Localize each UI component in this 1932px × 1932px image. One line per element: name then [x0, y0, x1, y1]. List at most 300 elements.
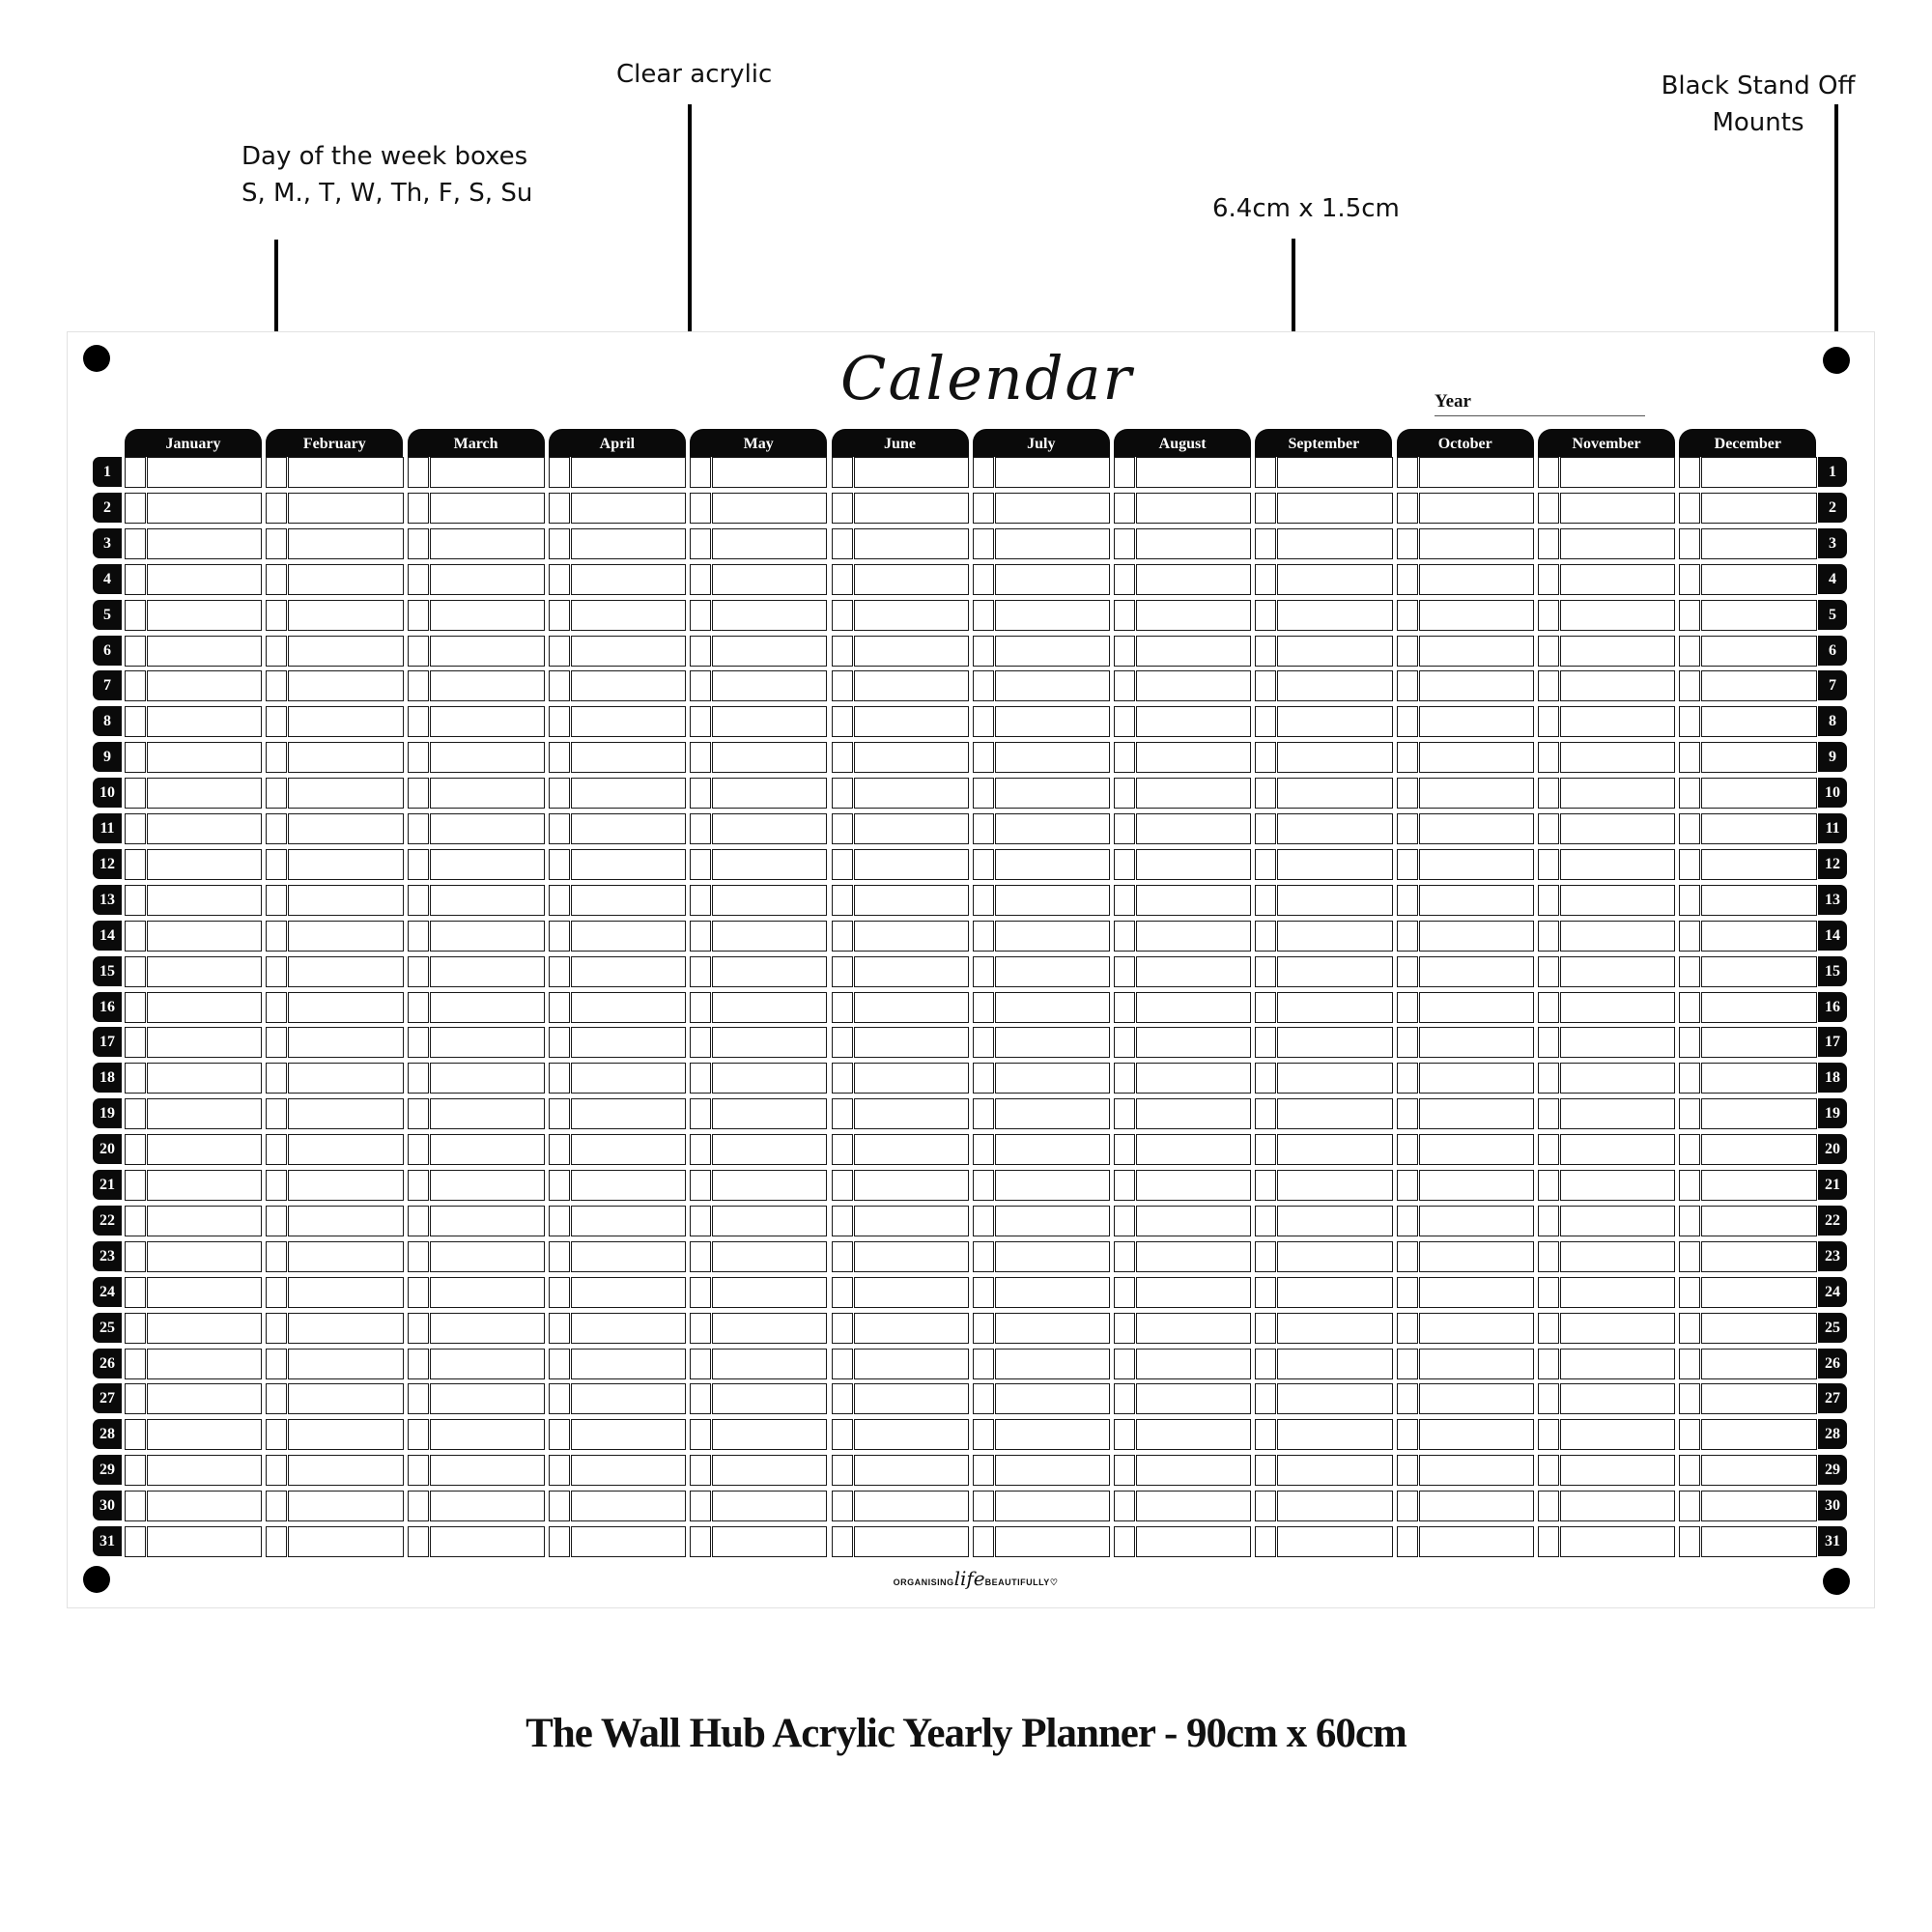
day-entry-cell[interactable] — [854, 564, 969, 595]
weekday-box[interactable] — [832, 1098, 853, 1129]
day-entry-cell[interactable] — [1419, 670, 1534, 701]
weekday-box[interactable] — [1538, 1491, 1559, 1521]
day-entry-cell[interactable] — [854, 1206, 969, 1236]
day-entry-cell[interactable] — [1419, 1063, 1534, 1094]
weekday-box[interactable] — [1114, 1063, 1135, 1094]
day-entry-cell[interactable] — [1136, 706, 1251, 737]
day-entry-cell[interactable] — [712, 1063, 827, 1094]
day-entry-cell[interactable] — [1277, 1063, 1392, 1094]
day-entry-cell[interactable] — [1136, 1277, 1251, 1308]
day-entry-cell[interactable] — [571, 528, 686, 559]
weekday-box[interactable] — [1538, 1241, 1559, 1272]
day-entry-cell[interactable] — [147, 1206, 262, 1236]
day-entry-cell[interactable] — [430, 1383, 545, 1414]
weekday-box[interactable] — [1397, 956, 1418, 987]
weekday-box[interactable] — [1679, 885, 1700, 916]
day-entry-cell[interactable] — [147, 1027, 262, 1058]
weekday-box[interactable] — [1538, 1170, 1559, 1201]
day-entry-cell[interactable] — [1136, 636, 1251, 667]
day-entry-cell[interactable] — [854, 493, 969, 524]
day-entry-cell[interactable] — [430, 706, 545, 737]
day-entry-cell[interactable] — [430, 1098, 545, 1129]
weekday-box[interactable] — [832, 528, 853, 559]
weekday-box[interactable] — [1255, 457, 1276, 488]
weekday-box[interactable] — [1538, 1027, 1559, 1058]
weekday-box[interactable] — [1397, 921, 1418, 952]
weekday-box[interactable] — [125, 1313, 146, 1344]
day-entry-cell[interactable] — [1277, 706, 1392, 737]
day-entry-cell[interactable] — [147, 849, 262, 880]
day-entry-cell[interactable] — [1560, 1170, 1675, 1201]
day-entry-cell[interactable] — [1136, 742, 1251, 773]
day-entry-cell[interactable] — [995, 1526, 1110, 1557]
weekday-box[interactable] — [690, 1027, 711, 1058]
day-entry-cell[interactable] — [288, 493, 403, 524]
weekday-box[interactable] — [1679, 956, 1700, 987]
day-entry-cell[interactable] — [288, 1526, 403, 1557]
day-entry-cell[interactable] — [854, 1313, 969, 1344]
weekday-box[interactable] — [125, 1491, 146, 1521]
weekday-box[interactable] — [266, 992, 287, 1023]
weekday-box[interactable] — [125, 992, 146, 1023]
weekday-box[interactable] — [1397, 1419, 1418, 1450]
weekday-box[interactable] — [1679, 1063, 1700, 1094]
day-entry-cell[interactable] — [712, 1313, 827, 1344]
weekday-box[interactable] — [973, 778, 994, 809]
day-entry-cell[interactable] — [288, 1098, 403, 1129]
weekday-box[interactable] — [1255, 992, 1276, 1023]
weekday-box[interactable] — [408, 849, 429, 880]
day-entry-cell[interactable] — [854, 1170, 969, 1201]
day-entry-cell[interactable] — [147, 1098, 262, 1129]
weekday-box[interactable] — [832, 849, 853, 880]
weekday-box[interactable] — [690, 1170, 711, 1201]
weekday-box[interactable] — [1538, 1098, 1559, 1129]
weekday-box[interactable] — [690, 600, 711, 631]
weekday-box[interactable] — [1255, 670, 1276, 701]
weekday-box[interactable] — [266, 457, 287, 488]
day-entry-cell[interactable] — [288, 636, 403, 667]
weekday-box[interactable] — [408, 778, 429, 809]
day-entry-cell[interactable] — [712, 849, 827, 880]
weekday-box[interactable] — [125, 1241, 146, 1272]
day-entry-cell[interactable] — [430, 1277, 545, 1308]
day-entry-cell[interactable] — [571, 1206, 686, 1236]
day-entry-cell[interactable] — [1277, 849, 1392, 880]
weekday-box[interactable] — [973, 1313, 994, 1344]
day-entry-cell[interactable] — [1136, 1383, 1251, 1414]
day-entry-cell[interactable] — [995, 457, 1110, 488]
day-entry-cell[interactable] — [1560, 457, 1675, 488]
weekday-box[interactable] — [125, 457, 146, 488]
weekday-box[interactable] — [408, 1313, 429, 1344]
weekday-box[interactable] — [125, 956, 146, 987]
weekday-box[interactable] — [549, 1063, 570, 1094]
day-entry-cell[interactable] — [854, 1063, 969, 1094]
weekday-box[interactable] — [973, 885, 994, 916]
weekday-box[interactable] — [549, 778, 570, 809]
weekday-box[interactable] — [690, 1526, 711, 1557]
day-entry-cell[interactable] — [712, 956, 827, 987]
weekday-box[interactable] — [973, 1027, 994, 1058]
weekday-box[interactable] — [1397, 1313, 1418, 1344]
day-entry-cell[interactable] — [1136, 1134, 1251, 1165]
weekday-box[interactable] — [125, 849, 146, 880]
day-entry-cell[interactable] — [712, 600, 827, 631]
day-entry-cell[interactable] — [571, 493, 686, 524]
day-entry-cell[interactable] — [1277, 1455, 1392, 1486]
day-entry-cell[interactable] — [288, 885, 403, 916]
weekday-box[interactable] — [1114, 1419, 1135, 1450]
day-entry-cell[interactable] — [1701, 1491, 1816, 1521]
day-entry-cell[interactable] — [995, 706, 1110, 737]
day-entry-cell[interactable] — [288, 992, 403, 1023]
day-entry-cell[interactable] — [1560, 636, 1675, 667]
day-entry-cell[interactable] — [854, 706, 969, 737]
weekday-box[interactable] — [1397, 813, 1418, 844]
day-entry-cell[interactable] — [712, 921, 827, 952]
weekday-box[interactable] — [1397, 1455, 1418, 1486]
day-entry-cell[interactable] — [712, 1491, 827, 1521]
weekday-box[interactable] — [1679, 564, 1700, 595]
day-entry-cell[interactable] — [1560, 1027, 1675, 1058]
day-entry-cell[interactable] — [288, 742, 403, 773]
day-entry-cell[interactable] — [995, 528, 1110, 559]
weekday-box[interactable] — [266, 885, 287, 916]
weekday-box[interactable] — [408, 1027, 429, 1058]
day-entry-cell[interactable] — [1277, 1526, 1392, 1557]
day-entry-cell[interactable] — [1136, 1349, 1251, 1379]
day-entry-cell[interactable] — [1277, 1277, 1392, 1308]
weekday-box[interactable] — [1679, 921, 1700, 952]
day-entry-cell[interactable] — [854, 956, 969, 987]
day-entry-cell[interactable] — [1277, 992, 1392, 1023]
day-entry-cell[interactable] — [571, 813, 686, 844]
weekday-box[interactable] — [1255, 1206, 1276, 1236]
day-entry-cell[interactable] — [1136, 885, 1251, 916]
weekday-box[interactable] — [1538, 1455, 1559, 1486]
day-entry-cell[interactable] — [1419, 992, 1534, 1023]
weekday-box[interactable] — [1255, 1383, 1276, 1414]
day-entry-cell[interactable] — [1277, 778, 1392, 809]
weekday-box[interactable] — [1397, 849, 1418, 880]
day-entry-cell[interactable] — [1136, 778, 1251, 809]
day-entry-cell[interactable] — [995, 1027, 1110, 1058]
day-entry-cell[interactable] — [430, 457, 545, 488]
day-entry-cell[interactable] — [1419, 1455, 1534, 1486]
weekday-box[interactable] — [1538, 885, 1559, 916]
day-entry-cell[interactable] — [1136, 1206, 1251, 1236]
day-entry-cell[interactable] — [430, 1419, 545, 1450]
weekday-box[interactable] — [408, 742, 429, 773]
day-entry-cell[interactable] — [288, 670, 403, 701]
weekday-box[interactable] — [549, 493, 570, 524]
day-entry-cell[interactable] — [1560, 1206, 1675, 1236]
weekday-box[interactable] — [1538, 1526, 1559, 1557]
weekday-box[interactable] — [973, 849, 994, 880]
weekday-box[interactable] — [549, 921, 570, 952]
day-entry-cell[interactable] — [854, 1027, 969, 1058]
day-entry-cell[interactable] — [1419, 528, 1534, 559]
weekday-box[interactable] — [1679, 742, 1700, 773]
weekday-box[interactable] — [1255, 528, 1276, 559]
weekday-box[interactable] — [690, 670, 711, 701]
day-entry-cell[interactable] — [995, 670, 1110, 701]
day-entry-cell[interactable] — [430, 564, 545, 595]
weekday-box[interactable] — [1114, 636, 1135, 667]
day-entry-cell[interactable] — [1419, 600, 1534, 631]
day-entry-cell[interactable] — [712, 1383, 827, 1414]
day-entry-cell[interactable] — [147, 564, 262, 595]
day-entry-cell[interactable] — [1419, 1206, 1534, 1236]
day-entry-cell[interactable] — [288, 813, 403, 844]
day-entry-cell[interactable] — [995, 493, 1110, 524]
day-entry-cell[interactable] — [1560, 885, 1675, 916]
weekday-box[interactable] — [549, 1170, 570, 1201]
weekday-box[interactable] — [1679, 1383, 1700, 1414]
day-entry-cell[interactable] — [571, 992, 686, 1023]
day-entry-cell[interactable] — [1419, 1491, 1534, 1521]
weekday-box[interactable] — [408, 1063, 429, 1094]
day-entry-cell[interactable] — [1560, 1134, 1675, 1165]
weekday-box[interactable] — [1538, 849, 1559, 880]
weekday-box[interactable] — [690, 813, 711, 844]
day-entry-cell[interactable] — [854, 778, 969, 809]
weekday-box[interactable] — [1114, 1383, 1135, 1414]
day-entry-cell[interactable] — [430, 1134, 545, 1165]
weekday-box[interactable] — [1255, 885, 1276, 916]
day-entry-cell[interactable] — [147, 956, 262, 987]
weekday-box[interactable] — [690, 1491, 711, 1521]
weekday-box[interactable] — [125, 636, 146, 667]
weekday-box[interactable] — [832, 670, 853, 701]
day-entry-cell[interactable] — [430, 1526, 545, 1557]
day-entry-cell[interactable] — [995, 921, 1110, 952]
day-entry-cell[interactable] — [712, 992, 827, 1023]
weekday-box[interactable] — [1255, 1313, 1276, 1344]
year-write-line[interactable] — [1435, 415, 1645, 416]
weekday-box[interactable] — [1397, 1134, 1418, 1165]
weekday-box[interactable] — [1538, 1134, 1559, 1165]
weekday-box[interactable] — [1255, 1027, 1276, 1058]
day-entry-cell[interactable] — [571, 1313, 686, 1344]
weekday-box[interactable] — [1114, 1491, 1135, 1521]
day-entry-cell[interactable] — [430, 742, 545, 773]
day-entry-cell[interactable] — [1701, 1206, 1816, 1236]
day-entry-cell[interactable] — [1560, 670, 1675, 701]
weekday-box[interactable] — [1679, 849, 1700, 880]
weekday-box[interactable] — [1538, 742, 1559, 773]
weekday-box[interactable] — [408, 1383, 429, 1414]
weekday-box[interactable] — [1538, 1349, 1559, 1379]
day-entry-cell[interactable] — [1560, 1098, 1675, 1129]
day-entry-cell[interactable] — [995, 849, 1110, 880]
day-entry-cell[interactable] — [1136, 1063, 1251, 1094]
day-entry-cell[interactable] — [712, 1455, 827, 1486]
day-entry-cell[interactable] — [147, 493, 262, 524]
weekday-box[interactable] — [1397, 1277, 1418, 1308]
weekday-box[interactable] — [266, 1526, 287, 1557]
weekday-box[interactable] — [832, 1313, 853, 1344]
weekday-box[interactable] — [266, 1349, 287, 1379]
day-entry-cell[interactable] — [288, 1383, 403, 1414]
weekday-box[interactable] — [266, 849, 287, 880]
weekday-box[interactable] — [1255, 1170, 1276, 1201]
weekday-box[interactable] — [1538, 1383, 1559, 1414]
weekday-box[interactable] — [408, 1206, 429, 1236]
weekday-box[interactable] — [1255, 1098, 1276, 1129]
day-entry-cell[interactable] — [288, 921, 403, 952]
weekday-box[interactable] — [125, 921, 146, 952]
weekday-box[interactable] — [1538, 636, 1559, 667]
weekday-box[interactable] — [266, 813, 287, 844]
day-entry-cell[interactable] — [430, 600, 545, 631]
weekday-box[interactable] — [549, 670, 570, 701]
weekday-box[interactable] — [832, 600, 853, 631]
day-entry-cell[interactable] — [1560, 493, 1675, 524]
day-entry-cell[interactable] — [571, 742, 686, 773]
day-entry-cell[interactable] — [1277, 921, 1392, 952]
weekday-box[interactable] — [549, 1455, 570, 1486]
weekday-box[interactable] — [1679, 528, 1700, 559]
day-entry-cell[interactable] — [854, 1455, 969, 1486]
day-entry-cell[interactable] — [1701, 1027, 1816, 1058]
day-entry-cell[interactable] — [288, 956, 403, 987]
weekday-box[interactable] — [1397, 742, 1418, 773]
day-entry-cell[interactable] — [571, 956, 686, 987]
weekday-box[interactable] — [549, 1313, 570, 1344]
weekday-box[interactable] — [1255, 564, 1276, 595]
weekday-box[interactable] — [973, 1383, 994, 1414]
weekday-box[interactable] — [549, 1419, 570, 1450]
weekday-box[interactable] — [690, 778, 711, 809]
weekday-box[interactable] — [1255, 742, 1276, 773]
weekday-box[interactable] — [125, 670, 146, 701]
day-entry-cell[interactable] — [1419, 1349, 1534, 1379]
weekday-box[interactable] — [832, 778, 853, 809]
day-entry-cell[interactable] — [1277, 1419, 1392, 1450]
weekday-box[interactable] — [973, 1170, 994, 1201]
weekday-box[interactable] — [1255, 1349, 1276, 1379]
day-entry-cell[interactable] — [1560, 1491, 1675, 1521]
day-entry-cell[interactable] — [1419, 742, 1534, 773]
weekday-box[interactable] — [408, 636, 429, 667]
weekday-box[interactable] — [1538, 813, 1559, 844]
day-entry-cell[interactable] — [995, 1419, 1110, 1450]
day-entry-cell[interactable] — [1277, 885, 1392, 916]
weekday-box[interactable] — [125, 1170, 146, 1201]
weekday-box[interactable] — [125, 493, 146, 524]
day-entry-cell[interactable] — [1560, 956, 1675, 987]
day-entry-cell[interactable] — [1419, 1134, 1534, 1165]
weekday-box[interactable] — [1114, 706, 1135, 737]
weekday-box[interactable] — [266, 1313, 287, 1344]
day-entry-cell[interactable] — [854, 1134, 969, 1165]
weekday-box[interactable] — [125, 778, 146, 809]
day-entry-cell[interactable] — [712, 1349, 827, 1379]
weekday-box[interactable] — [1397, 564, 1418, 595]
day-entry-cell[interactable] — [571, 670, 686, 701]
day-entry-cell[interactable] — [1560, 742, 1675, 773]
day-entry-cell[interactable] — [1701, 1419, 1816, 1450]
day-entry-cell[interactable] — [1277, 528, 1392, 559]
weekday-box[interactable] — [690, 1241, 711, 1272]
day-entry-cell[interactable] — [147, 1134, 262, 1165]
day-entry-cell[interactable] — [571, 636, 686, 667]
day-entry-cell[interactable] — [1701, 1170, 1816, 1201]
day-entry-cell[interactable] — [147, 1349, 262, 1379]
day-entry-cell[interactable] — [1701, 600, 1816, 631]
weekday-box[interactable] — [1255, 921, 1276, 952]
weekday-box[interactable] — [408, 457, 429, 488]
day-entry-cell[interactable] — [1136, 1027, 1251, 1058]
day-entry-cell[interactable] — [288, 457, 403, 488]
weekday-box[interactable] — [408, 921, 429, 952]
weekday-box[interactable] — [408, 670, 429, 701]
weekday-box[interactable] — [690, 706, 711, 737]
weekday-box[interactable] — [1255, 1241, 1276, 1272]
weekday-box[interactable] — [1679, 1134, 1700, 1165]
day-entry-cell[interactable] — [1701, 1098, 1816, 1129]
weekday-box[interactable] — [832, 1134, 853, 1165]
weekday-box[interactable] — [973, 1455, 994, 1486]
weekday-box[interactable] — [1679, 1526, 1700, 1557]
day-entry-cell[interactable] — [430, 670, 545, 701]
day-entry-cell[interactable] — [1419, 493, 1534, 524]
weekday-box[interactable] — [1679, 1277, 1700, 1308]
day-entry-cell[interactable] — [995, 1491, 1110, 1521]
weekday-box[interactable] — [1679, 600, 1700, 631]
weekday-box[interactable] — [832, 813, 853, 844]
weekday-box[interactable] — [690, 564, 711, 595]
weekday-box[interactable] — [1397, 600, 1418, 631]
weekday-box[interactable] — [832, 1349, 853, 1379]
day-entry-cell[interactable] — [1419, 457, 1534, 488]
weekday-box[interactable] — [1679, 992, 1700, 1023]
day-entry-cell[interactable] — [430, 885, 545, 916]
day-entry-cell[interactable] — [1701, 885, 1816, 916]
day-entry-cell[interactable] — [712, 564, 827, 595]
day-entry-cell[interactable] — [1136, 1526, 1251, 1557]
weekday-box[interactable] — [125, 1206, 146, 1236]
weekday-box[interactable] — [408, 1098, 429, 1129]
day-entry-cell[interactable] — [430, 992, 545, 1023]
weekday-box[interactable] — [832, 457, 853, 488]
weekday-box[interactable] — [266, 1383, 287, 1414]
weekday-box[interactable] — [549, 1349, 570, 1379]
day-entry-cell[interactable] — [995, 1383, 1110, 1414]
weekday-box[interactable] — [973, 706, 994, 737]
weekday-box[interactable] — [973, 1098, 994, 1129]
weekday-box[interactable] — [549, 1383, 570, 1414]
weekday-box[interactable] — [832, 493, 853, 524]
day-entry-cell[interactable] — [1277, 457, 1392, 488]
day-entry-cell[interactable] — [1277, 493, 1392, 524]
day-entry-cell[interactable] — [854, 742, 969, 773]
weekday-box[interactable] — [1538, 600, 1559, 631]
day-entry-cell[interactable] — [995, 813, 1110, 844]
day-entry-cell[interactable] — [1277, 564, 1392, 595]
weekday-box[interactable] — [1538, 1277, 1559, 1308]
day-entry-cell[interactable] — [571, 1455, 686, 1486]
weekday-box[interactable] — [1255, 778, 1276, 809]
day-entry-cell[interactable] — [854, 1277, 969, 1308]
weekday-box[interactable] — [1538, 1419, 1559, 1450]
weekday-box[interactable] — [832, 885, 853, 916]
day-entry-cell[interactable] — [1277, 636, 1392, 667]
weekday-box[interactable] — [973, 1277, 994, 1308]
day-entry-cell[interactable] — [430, 1241, 545, 1272]
